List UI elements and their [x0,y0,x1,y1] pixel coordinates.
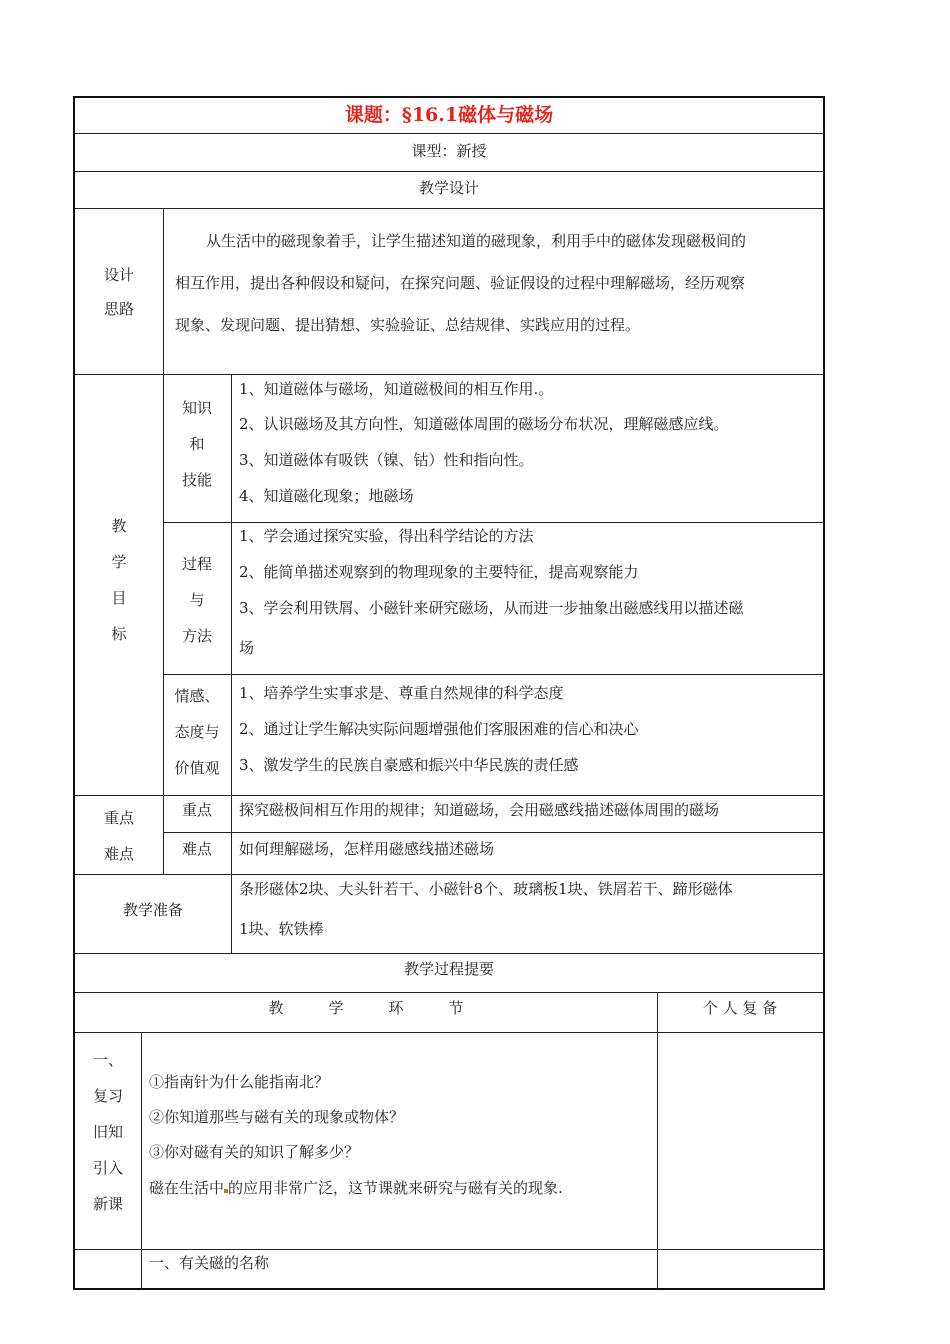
emotion-item: 1、培养学生实事求是、尊重自然规律的科学态度 [239,684,564,702]
process-item: 1、学会通过探究实验，得出科学结论的方法 [239,527,534,545]
lesson-plan-table [73,96,825,1290]
question-item: ②你知道那些与磁有关的现象或物体？ [149,1108,405,1126]
emotion-item: 2、通过让学生解决实际问题增强他们客服困难的信心和决心 [239,720,639,738]
design-idea-line: 从生活中的磁现象着手，让学生描述知道的磁现象，利用手中的磁体发现磁极间的 [206,232,747,250]
process-methods-label: 过程 与 方法 [181,555,212,645]
section-heading: 一、有关磁的名称 [149,1254,270,1272]
preparation-label: 教学准备 [122,901,183,919]
preparation-line: 条形磁体2块、大头针若干、小磁针8个、玻璃板1块、铁屑若干、蹄形磁体 [239,880,733,898]
page-title: 课题：§16.1磁体与磁场 [344,104,554,126]
preparation-line: 1块、软铁棒 [239,920,324,938]
process-outline-heading: 教学过程提要 [403,960,494,978]
process-item: 3、学会利用铁屑、小磁针来研究磁场，从而进一步抽象出磁感线用以描述磁 [239,599,744,617]
knowledge-item: 1、知道磁体与磁场，知道磁极间的相互作用.。 [239,380,554,398]
knowledge-item: 4、知道磁化现象；地磁场 [239,487,414,505]
design-idea-label: 设计 思路 [103,266,134,318]
personal-review-header: 个 人 复 备 [702,999,778,1017]
knowledge-item: 2、认识磁场及其方向性，知道磁体周围的磁场分布状况，理解磁感应线。 [239,415,729,433]
lesson-type: 课型：新授 [411,142,487,160]
teaching-goals-label: 教 学 目 标 [111,517,127,643]
process-item: 2、能简单描述观察到的物理现象的主要特征，提高观察能力 [239,563,639,581]
key-point-text: 探究磁极间相互作用的规律；知道磁场，会用磁感线描述磁体周围的磁场 [239,801,720,819]
emotion-item: 3、激发学生的民族自豪感和振兴中华民族的责任感 [239,756,579,774]
teaching-steps-header: 教 学 环 节 [268,999,464,1017]
emotion-values-label: 情感、 态度与 价值观 [174,687,220,777]
key-difficult-label: 重点 难点 [103,809,134,863]
knowledge-skills-label: 知识 和 技能 [181,399,212,489]
intro-closing-text: 磁在生活中 的应用非常广泛，这节课就来研究与磁有关的现象. [149,1179,563,1197]
difficult-point-text: 如何理解磁场，怎样用磁感线描述磁场 [239,840,495,858]
design-idea-line: 现象、发现问题、提出猜想、实验验证、总结规律、实践应用的过程。 [175,316,641,334]
key-point-label: 重点 [181,801,212,819]
question-item: ③你对磁有关的知识了解多少？ [149,1143,360,1161]
knowledge-item: 3、知道磁体有吸铁（镍、钴）性和指向性。 [239,451,534,469]
process-item: 场 [239,639,255,657]
teaching-design-heading: 教学设计 [418,179,479,197]
question-item: ①指南针为什么能指南北？ [149,1073,330,1091]
design-idea-line: 相互作用，提出各种假设和疑问，在探究问题、验证假设的过程中理解磁场，经历观察 [175,274,746,292]
review-intro-label: 一、 复习 旧知 引入 新课 [92,1051,123,1213]
difficult-point-label: 难点 [181,840,212,858]
